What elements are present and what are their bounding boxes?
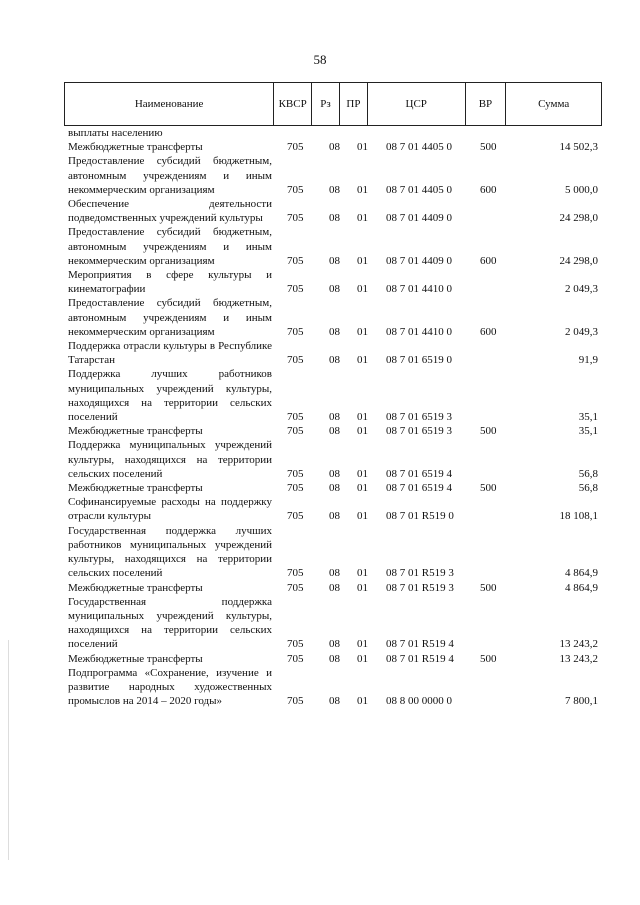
row-pr: 01 [357, 183, 368, 196]
row-csr: 08 7 01 4409 0 [386, 212, 452, 225]
row-csr: 08 7 01 6519 4 [386, 467, 452, 480]
row-csr: 08 7 01 R519 4 [386, 638, 454, 651]
row-csr: 08 7 01 R519 4 [386, 652, 454, 665]
row-name: Государственная поддержка лучших работников муниципальных учреждений культуры, находящихся на территории сельских поселений [68, 524, 272, 580]
row-pr: 01 [357, 467, 368, 480]
row-rz: 08 [329, 638, 340, 651]
row-sum: 2 049,3 [565, 325, 598, 338]
table-row [0, 268, 640, 296]
row-pr: 01 [357, 283, 368, 296]
row-kvsr: 705 [287, 354, 304, 367]
row-kvsr: 705 [287, 325, 304, 338]
row-kvsr: 705 [287, 510, 304, 523]
row-csr: 08 7 01 4409 0 [386, 254, 452, 267]
row-name: Предоставление субсидий бюджетным, автономным учреждениям и иным некоммерческим организациям [68, 155, 272, 196]
table-row [0, 481, 640, 495]
row-sum: 24 298,0 [559, 254, 598, 267]
row-rz: 08 [329, 283, 340, 296]
table-header [64, 82, 602, 126]
table-row [0, 140, 640, 154]
row-pr: 01 [357, 325, 368, 338]
row-kvsr: 705 [287, 638, 304, 651]
row-pr: 01 [357, 141, 368, 154]
row-rz: 08 [329, 325, 340, 338]
row-vr: 500 [480, 581, 497, 594]
row-rz: 08 [329, 652, 340, 665]
table-row [0, 524, 640, 581]
row-rz: 08 [329, 510, 340, 523]
row-sum: 2 049,3 [565, 283, 598, 296]
row-sum: 13 243,2 [559, 652, 598, 665]
row-kvsr: 705 [287, 652, 304, 665]
row-rz: 08 [329, 411, 340, 424]
row-rz: 08 [329, 183, 340, 196]
row-rz: 08 [329, 581, 340, 594]
row-rz: 08 [329, 467, 340, 480]
row-csr: 08 7 01 4410 0 [386, 283, 452, 296]
row-name: Поддержка лучших работников муниципальных учреждений культуры, находящихся на территории сельских поселений [68, 368, 272, 424]
row-vr: 500 [480, 141, 497, 154]
row-pr: 01 [357, 510, 368, 523]
row-kvsr: 705 [287, 581, 304, 594]
row-kvsr: 705 [287, 254, 304, 267]
row-csr: 08 7 01 4405 0 [386, 183, 452, 196]
row-kvsr: 705 [287, 283, 304, 296]
row-name: Мероприятия в сфере культуры и кинематографии [68, 269, 272, 296]
row-name: Поддержка отрасли культуры в Республике Татарстан [68, 340, 272, 367]
row-rz: 08 [329, 354, 340, 367]
row-pr: 01 [357, 652, 368, 665]
row-kvsr: 705 [287, 567, 304, 580]
row-vr: 600 [480, 325, 497, 338]
table-row [0, 126, 640, 140]
row-csr: 08 7 01 R519 3 [386, 567, 454, 580]
row-name: Предоставление субсидий бюджетным, автономным учреждениям и иным некоммерческим организациям [68, 226, 272, 267]
row-sum: 4 864,9 [565, 567, 598, 580]
row-name: выплаты населению [68, 127, 163, 139]
row-rz: 08 [329, 482, 340, 495]
table-row [0, 424, 640, 438]
table-row [0, 339, 640, 367]
row-vr: 500 [480, 652, 497, 665]
header-rz: Рз [312, 83, 340, 125]
table-body [0, 126, 640, 708]
row-name: Обеспечение деятельности подведомственных учреждений культуры [68, 198, 272, 225]
row-csr: 08 7 01 6519 3 [386, 411, 452, 424]
row-csr: 08 7 01 6519 0 [386, 354, 452, 367]
row-sum: 13 243,2 [559, 638, 598, 651]
row-csr: 08 7 01 6519 4 [386, 482, 452, 495]
header-pr: ПР [340, 83, 368, 125]
row-rz: 08 [329, 425, 340, 438]
row-pr: 01 [357, 254, 368, 267]
row-pr: 01 [357, 638, 368, 651]
table-row [0, 581, 640, 595]
row-rz: 08 [329, 695, 340, 708]
table-row [0, 296, 640, 339]
row-rz: 08 [329, 254, 340, 267]
row-kvsr: 705 [287, 411, 304, 424]
row-name: Поддержка муниципальных учреждений культуры, находящихся на территории сельских поселений [68, 439, 272, 480]
row-csr: 08 8 00 0000 0 [386, 695, 452, 708]
row-sum: 18 108,1 [559, 510, 598, 523]
row-name: Межбюджетные трансферты [68, 425, 203, 438]
row-name: Межбюджетные трансферты [68, 482, 203, 495]
row-csr: 08 7 01 R519 3 [386, 581, 454, 594]
table-row [0, 367, 640, 424]
row-kvsr: 705 [287, 467, 304, 480]
row-pr: 01 [357, 695, 368, 708]
row-kvsr: 705 [287, 183, 304, 196]
row-kvsr: 705 [287, 482, 304, 495]
row-pr: 01 [357, 354, 368, 367]
row-rz: 08 [329, 212, 340, 225]
page-number: 58 [313, 52, 327, 67]
header-sum: Сумма [538, 98, 570, 110]
table-row [0, 197, 640, 225]
row-sum: 56,8 [578, 467, 598, 480]
row-csr: 08 7 01 4410 0 [386, 325, 452, 338]
row-rz: 08 [329, 141, 340, 154]
row-vr: 600 [480, 254, 497, 267]
row-sum: 4 864,9 [565, 581, 598, 594]
table-row [0, 154, 640, 197]
row-name: Межбюджетные трансферты [68, 581, 203, 594]
row-pr: 01 [357, 482, 368, 495]
row-vr: 600 [480, 183, 497, 196]
row-pr: 01 [357, 567, 368, 580]
row-kvsr: 705 [287, 141, 304, 154]
table-row [0, 595, 640, 652]
row-sum: 91,9 [578, 354, 598, 367]
row-sum: 56,8 [578, 482, 598, 495]
header-kvsr: КВСР [274, 83, 312, 125]
row-csr: 08 7 01 6519 3 [386, 425, 452, 438]
row-sum: 24 298,0 [559, 212, 598, 225]
row-kvsr: 705 [287, 425, 304, 438]
row-pr: 01 [357, 581, 368, 594]
row-rz: 08 [329, 567, 340, 580]
row-sum: 5 000,0 [565, 183, 598, 196]
row-sum: 35,1 [578, 425, 598, 438]
table-row [0, 225, 640, 268]
scan-margin-line [8, 640, 9, 860]
row-pr: 01 [357, 425, 368, 438]
table-row [0, 652, 640, 666]
row-name: Подпрограмма «Сохранение, изучение и развитие народных художественных промыслов на 2014 – 2020 годы» [68, 666, 272, 708]
row-sum: 35,1 [578, 411, 598, 424]
row-sum: 14 502,3 [559, 141, 598, 154]
row-vr: 500 [480, 425, 497, 438]
row-kvsr: 705 [287, 695, 304, 708]
row-name: Межбюджетные трансферты [68, 141, 203, 154]
row-name: Межбюджетные трансферты [68, 652, 203, 665]
row-name: Государственная поддержка муниципальных учреждений культуры, находящихся на территории сельских поселений [68, 595, 272, 651]
header-vr: ВР [466, 83, 507, 125]
row-pr: 01 [357, 212, 368, 225]
table-row [0, 438, 640, 481]
row-csr: 08 7 01 4405 0 [386, 141, 452, 154]
row-name: Предоставление субсидий бюджетным, автономным учреждениям и иным некоммерческим организациям [68, 297, 272, 338]
table-row [0, 666, 640, 709]
table-row [0, 495, 640, 523]
row-name: Софинансируемые расходы на поддержку отрасли культуры [68, 496, 272, 523]
row-vr: 500 [480, 482, 497, 495]
header-csr: ЦСР [368, 83, 466, 125]
header-name: Наименование [65, 83, 274, 125]
row-kvsr: 705 [287, 212, 304, 225]
row-csr: 08 7 01 R519 0 [386, 510, 454, 523]
row-sum: 7 800,1 [565, 695, 598, 708]
row-pr: 01 [357, 411, 368, 424]
